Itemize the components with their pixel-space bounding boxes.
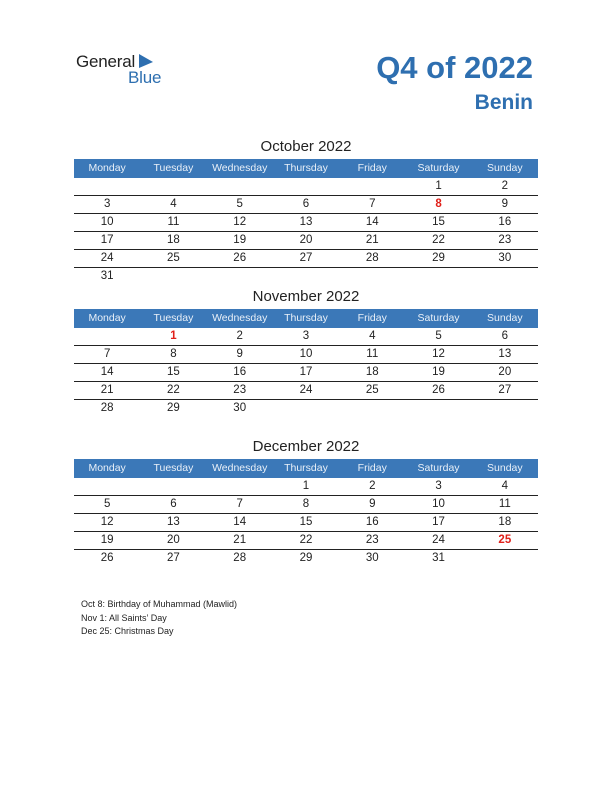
day-cell: [140, 268, 206, 285]
day-cell: [207, 178, 273, 195]
weekday-label: Sunday: [487, 312, 523, 324]
day-cell: 12: [233, 216, 247, 228]
day-cell: 30: [233, 402, 247, 414]
week-row: [74, 382, 538, 400]
day-cell: 22: [167, 384, 180, 396]
day-cell: 17: [299, 366, 313, 378]
day-cell: 4: [170, 198, 177, 210]
day-cell: 3: [103, 198, 111, 210]
day-cell: 14: [100, 366, 114, 378]
day-cell: 11: [498, 498, 511, 510]
day-cell: 18: [365, 366, 379, 378]
day-cell: [339, 400, 405, 417]
day-cell: 28: [100, 402, 114, 414]
day-cell: 5: [103, 498, 111, 510]
day-cell: 15: [432, 216, 445, 228]
day-cell: 1: [435, 180, 442, 192]
day-cell: 28: [365, 252, 379, 264]
day-cell: 17: [100, 234, 114, 246]
holiday-note: Oct 8: Birthday of Muhammad (Mawlid): [81, 599, 238, 609]
day-cell: 14: [365, 216, 379, 228]
day-cell: 8: [302, 498, 310, 510]
weekday-label: Tuesday: [153, 162, 194, 174]
day-cell: 24: [299, 384, 313, 396]
day-cell: [273, 400, 339, 417]
weekday-label: Monday: [88, 312, 126, 324]
day-cell: 12: [100, 516, 114, 528]
day-cell: 15: [299, 516, 313, 528]
weekday-label: Sunday: [487, 162, 523, 174]
month-title: October 2022: [260, 138, 352, 155]
day-cell: 25: [498, 534, 512, 546]
day-cell: 8: [170, 348, 177, 360]
day-cell: 20: [498, 366, 512, 378]
day-cell: 9: [501, 198, 509, 210]
day-cell: 2: [236, 330, 243, 342]
day-cell: 16: [365, 516, 379, 528]
day-cell: 1: [302, 480, 310, 492]
day-cell: 5: [236, 198, 243, 210]
day-cell: 13: [299, 216, 313, 228]
day-cell: 2: [369, 480, 376, 492]
day-cell: 6: [170, 498, 177, 510]
day-cell: 6: [302, 198, 310, 210]
weekday-label: Tuesday: [153, 312, 194, 324]
weekday-label: Friday: [357, 162, 387, 174]
holiday-note: Dec 25: Christmas Day: [81, 626, 174, 636]
day-cell: 9: [369, 498, 376, 510]
country-name: Benin: [474, 91, 533, 114]
day-cell: 10: [432, 498, 445, 510]
day-cell: [140, 478, 206, 495]
day-cell: [207, 268, 273, 285]
day-cell: 9: [236, 348, 243, 360]
week-row: [74, 250, 538, 268]
day-cell: 10: [100, 216, 114, 228]
day-cell: 25: [365, 384, 379, 396]
weekday-label: Monday: [88, 162, 126, 174]
day-cell: 13: [167, 516, 180, 528]
day-cell: 7: [369, 198, 376, 210]
month-title: November 2022: [252, 288, 360, 305]
week-row: [74, 550, 538, 567]
day-cell: 26: [432, 384, 445, 396]
day-cell: 19: [233, 234, 247, 246]
day-cell: 20: [299, 234, 313, 246]
day-cell: 6: [501, 330, 509, 342]
day-cell: 30: [498, 252, 512, 264]
day-cell: [472, 550, 538, 567]
day-cell: [273, 178, 339, 195]
day-cell: 29: [432, 252, 445, 264]
week-row: [74, 196, 538, 214]
weekday-label: Friday: [357, 312, 387, 324]
day-cell: 22: [299, 534, 313, 546]
weekday-label: Thursday: [284, 162, 328, 174]
day-cell: 28: [233, 552, 247, 564]
week-row: [74, 268, 538, 285]
day-cell: [140, 178, 206, 195]
day-cell: 29: [167, 402, 180, 414]
day-cell: 13: [498, 348, 512, 360]
weekday-label: Saturday: [417, 312, 460, 324]
day-cell: [74, 178, 140, 195]
day-cell: 18: [167, 234, 180, 246]
weekday-header: [74, 309, 538, 328]
day-cell: 22: [432, 234, 445, 246]
week-row: [74, 178, 538, 196]
day-cell: [273, 268, 339, 285]
day-cell: 18: [498, 516, 512, 528]
logo-text-general: General: [76, 52, 136, 71]
week-row: [74, 532, 538, 550]
month-november: [74, 286, 538, 417]
month-october: [74, 136, 538, 285]
day-cell: 10: [299, 348, 313, 360]
day-cell: [339, 268, 405, 285]
day-cell: 17: [432, 516, 445, 528]
day-cell: [405, 400, 471, 417]
day-cell: 31: [100, 270, 114, 282]
week-row: [74, 232, 538, 250]
week-row: [74, 346, 538, 364]
day-cell: 23: [498, 234, 512, 246]
week-row: [74, 364, 538, 382]
day-cell: 16: [233, 366, 247, 378]
day-cell: 3: [302, 330, 310, 342]
day-cell: 26: [100, 552, 114, 564]
day-cell: 23: [365, 534, 379, 546]
quarter-title: Q4 of 2022: [376, 50, 533, 85]
weekday-label: Thursday: [284, 312, 328, 324]
weekday-label: Saturday: [417, 462, 460, 474]
week-row: [74, 400, 538, 417]
day-cell: 11: [167, 216, 180, 228]
holiday-notes: [81, 598, 237, 639]
day-cell: 16: [498, 216, 512, 228]
day-cell: [472, 268, 538, 285]
day-cell: 20: [167, 534, 180, 546]
week-row: [74, 496, 538, 514]
weekday-header: [74, 459, 538, 478]
day-cell: 21: [365, 234, 379, 246]
day-cell: 4: [501, 480, 509, 492]
weekday-label: Wednesday: [212, 462, 268, 474]
day-cell: [74, 328, 140, 345]
weekday-label: Saturday: [417, 162, 460, 174]
day-cell: 7: [236, 498, 243, 510]
day-cell: 27: [498, 384, 512, 396]
day-cell: 21: [100, 384, 114, 396]
day-cell: 24: [100, 252, 114, 264]
day-cell: 27: [299, 252, 313, 264]
day-cell: 7: [103, 348, 111, 360]
day-cell: 21: [233, 534, 247, 546]
day-cell: 24: [432, 534, 445, 546]
day-cell: 2: [501, 180, 509, 192]
weekday-label: Sunday: [487, 462, 523, 474]
day-cell: 19: [432, 366, 445, 378]
day-cell: 19: [100, 534, 114, 546]
day-cell: 23: [233, 384, 247, 396]
day-cell: 4: [369, 330, 376, 342]
weekday-label: Wednesday: [212, 162, 268, 174]
weekday-label: Monday: [88, 462, 126, 474]
day-cell: [472, 400, 538, 417]
day-cell: [74, 478, 140, 495]
day-cell: 11: [366, 348, 379, 360]
weekday-header: [74, 159, 538, 178]
day-cell: 15: [167, 366, 180, 378]
flag-icon: [139, 54, 153, 68]
weekday-label: Tuesday: [153, 462, 194, 474]
week-row: [74, 478, 538, 496]
day-cell: 1: [170, 330, 177, 342]
weekday-label: Wednesday: [212, 312, 268, 324]
day-cell: 25: [167, 252, 180, 264]
day-cell: 14: [233, 516, 247, 528]
day-cell: 30: [365, 552, 379, 564]
day-cell: [405, 268, 471, 285]
month-december: [74, 436, 538, 567]
day-cell: [207, 478, 273, 495]
day-cell: 12: [432, 348, 445, 360]
day-cell: 26: [233, 252, 247, 264]
day-cell: 31: [432, 552, 445, 564]
month-title: December 2022: [252, 438, 360, 455]
day-cell: [339, 178, 405, 195]
holiday-note: Nov 1: All Saints’ Day: [81, 612, 167, 623]
logo-text-blue: Blue: [128, 68, 162, 87]
day-cell: 8: [435, 198, 442, 210]
week-row: [74, 328, 538, 346]
weekday-label: Friday: [357, 462, 387, 474]
day-cell: 29: [299, 552, 313, 564]
day-cell: 5: [435, 330, 442, 342]
day-cell: 27: [167, 552, 180, 564]
weekday-label: Thursday: [284, 462, 328, 474]
day-cell: 3: [435, 480, 442, 492]
logo: [76, 52, 186, 92]
week-row: [74, 514, 538, 532]
week-row: [74, 214, 538, 232]
